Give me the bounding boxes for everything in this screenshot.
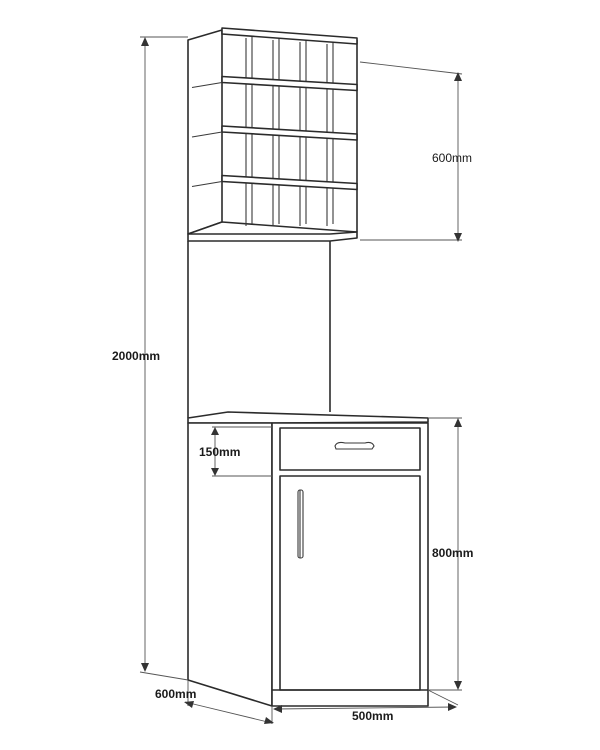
cabinet-front — [272, 423, 428, 706]
dim-label-shelf-height: 600mm — [432, 151, 473, 165]
shelf-unit — [188, 28, 357, 241]
dim-label-total-height: 2000mm — [112, 349, 161, 363]
shelf-board-3 — [222, 176, 357, 190]
dim-label-drawer-height: 150mm — [199, 445, 241, 459]
shelf-top-board — [222, 28, 357, 44]
dim-label-cabinet-height: 800mm — [432, 546, 474, 560]
cabinet-side-panel — [188, 423, 272, 706]
cabinet-top — [188, 412, 428, 423]
shelf-board-2 — [222, 126, 357, 140]
dim-label-depth: 600mm — [155, 687, 197, 701]
shelf-side-panel — [188, 30, 222, 234]
dim-label-width: 500mm — [352, 709, 394, 723]
shelf-board-1 — [222, 77, 357, 91]
